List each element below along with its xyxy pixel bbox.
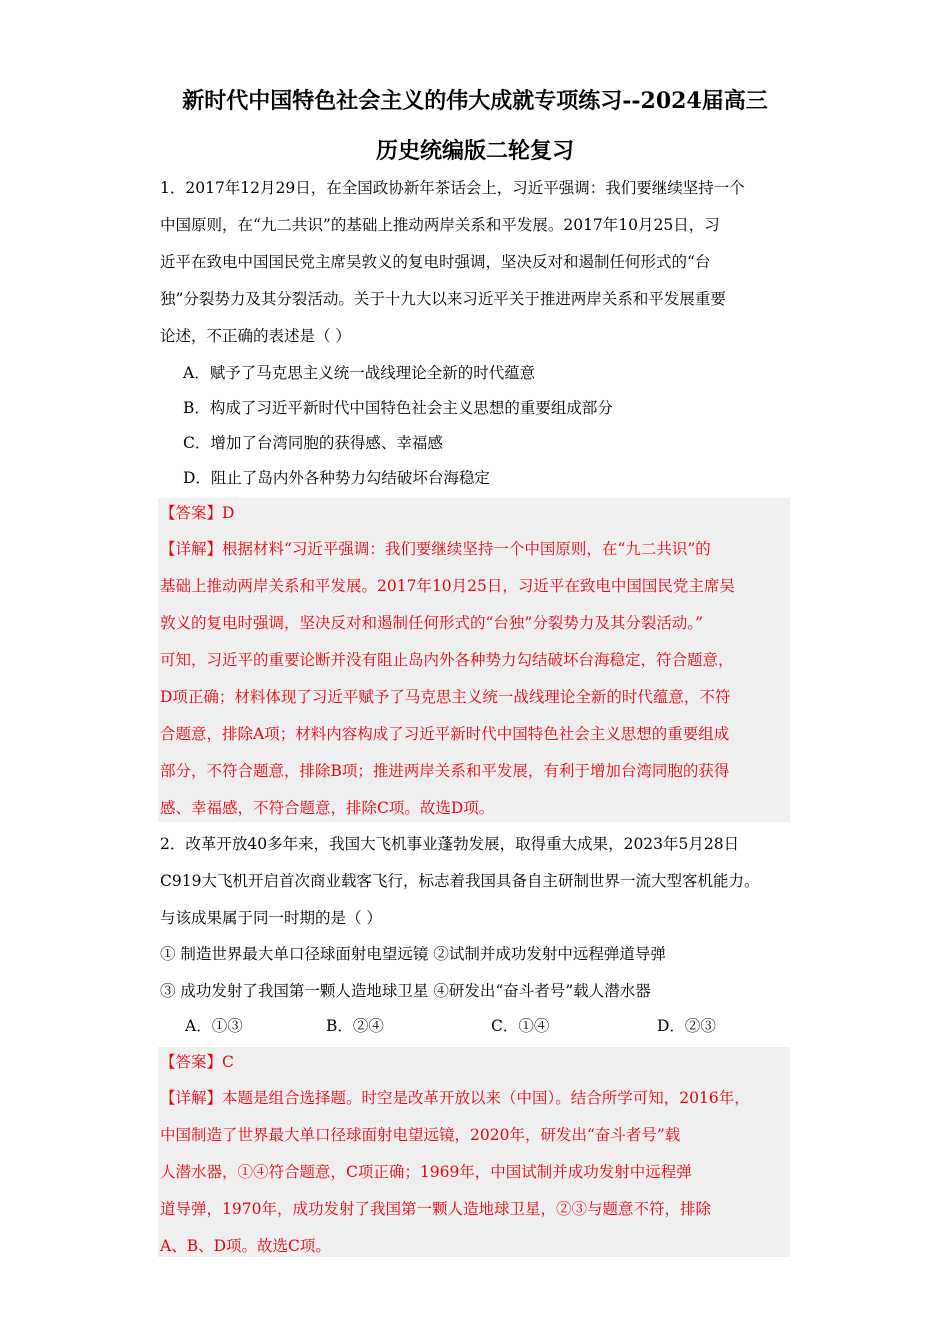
q2-choice-a: A．①③ — [185, 1017, 243, 1035]
q2-choice-d: D．②③ — [657, 1017, 716, 1035]
q2-detail-line: A、B、D项。故选C项。 — [160, 1237, 331, 1255]
q1-detail-line: 敦义的复电时强调，坚决反对和遏制任何形式的“台独”分裂势力及其分裂活动。” — [160, 614, 704, 632]
q2-answer: 【答案】C — [160, 1053, 234, 1071]
q2-items-line: ③ 成功发射了我国第一颗人造地球卫星 ④研发出“奋斗者号”载人潜水器 — [160, 982, 651, 1000]
q1-stem-line: 独”分裂势力及其分裂活动。关于十九大以来习近平关于推进两岸关系和平发展重要 — [160, 290, 726, 308]
q1-detail-line: 【详解】根据材料“习近平强调：我们要继续坚持一个中国原则，在“九二共识”的 — [160, 540, 711, 558]
q1-detail-line: 感、幸福感，不符合题意，排除C项。故选D项。 — [160, 799, 495, 817]
q1-option-d: D．阻止了岛内外各种势力勾结破坏台海稳定 — [183, 469, 490, 487]
q1-detail-line: D项正确；材料体现了习近平赋予了马克思主义统一战线理论全新的时代蕴意，不符 — [160, 688, 731, 706]
q1-option-a: A．赋予了马克思主义统一战线理论全新的时代蕴意 — [183, 364, 536, 382]
q2-items-line: ① 制造世界最大单口径球面射电望远镜 ②试制并成功发射中远程弹道导弹 — [160, 945, 666, 963]
q2-stem-line: 2．改革开放40多年来，我国大飞机事业蓬勃发展，取得重大成果，2023年5月28日 — [160, 835, 740, 853]
q2-stem-line: C919大飞机开启首次商业载客飞行，标志着我国具备自主研制世界一流大型客机能力。 — [160, 872, 760, 890]
q1-stem-line: 论述，不正确的表述是（ ） — [160, 327, 351, 345]
q2-detail-line: 道导弹，1970年，成功发射了我国第一颗人造地球卫星，②③与题意不符，排除 — [160, 1200, 711, 1218]
q2-choice-c: C．①④ — [491, 1017, 550, 1035]
q2-choice-b: B．②④ — [326, 1017, 384, 1035]
q1-option-c: C．增加了台湾同胞的获得感、幸福感 — [183, 434, 443, 452]
q1-stem-line: 近平在致电中国国民党主席吴敦义的复电时强调，坚决反对和遏制任何形式的“台 — [160, 253, 711, 271]
q1-answer: 【答案】D — [160, 504, 235, 522]
q1-stem-line: 中国原则，在“九二共识”的基础上推动两岸关系和平发展。2017年10月25日，习 — [160, 216, 720, 234]
q2-detail-line: 人潜水器，①④符合题意，C项正确；1969年，中国试制并成功发射中远程弹 — [160, 1163, 692, 1181]
q2-stem-line: 与该成果属于同一时期的是（ ） — [160, 909, 382, 927]
q1-stem-line: 1．2017年12月29日，在全国政协新年茶话会上，习近平强调：我们要继续坚持一个 — [160, 179, 745, 197]
q1-detail-line: 可知，习近平的重要论断并没有阻止岛内外各种势力勾结破坏台海稳定，符合题意， — [160, 651, 734, 669]
q1-detail-line: 基础上推动两岸关系和平发展。2017年10月25日，习近平在致电中国国民党主席吴 — [160, 577, 735, 595]
q1-detail-line: 部分，不符合题意，排除B项；推进两岸关系和平发展，有利于增加台湾同胞的获得 — [160, 762, 730, 780]
q1-option-b: B．构成了习近平新时代中国特色社会主义思想的重要组成部分 — [183, 399, 613, 417]
document-title-line-1: 新时代中国特色社会主义的伟大成就专项练习--2024届高三 — [182, 88, 768, 114]
q2-detail-line: 【详解】本题是组合选择题。时空是改革开放以来（中国）。结合所学可知，2016年， — [160, 1089, 750, 1107]
q2-answer-panel — [158, 1047, 790, 1257]
q2-detail-line: 中国制造了世界最大单口径球面射电望远镜，2020年，研发出“奋斗者号”载 — [160, 1126, 681, 1144]
document-title-line-2: 历史统编版二轮复习 — [375, 138, 574, 164]
q1-detail-line: 合题意，排除A项；材料内容构成了习近平新时代中国特色社会主义思想的重要组成 — [160, 725, 730, 743]
